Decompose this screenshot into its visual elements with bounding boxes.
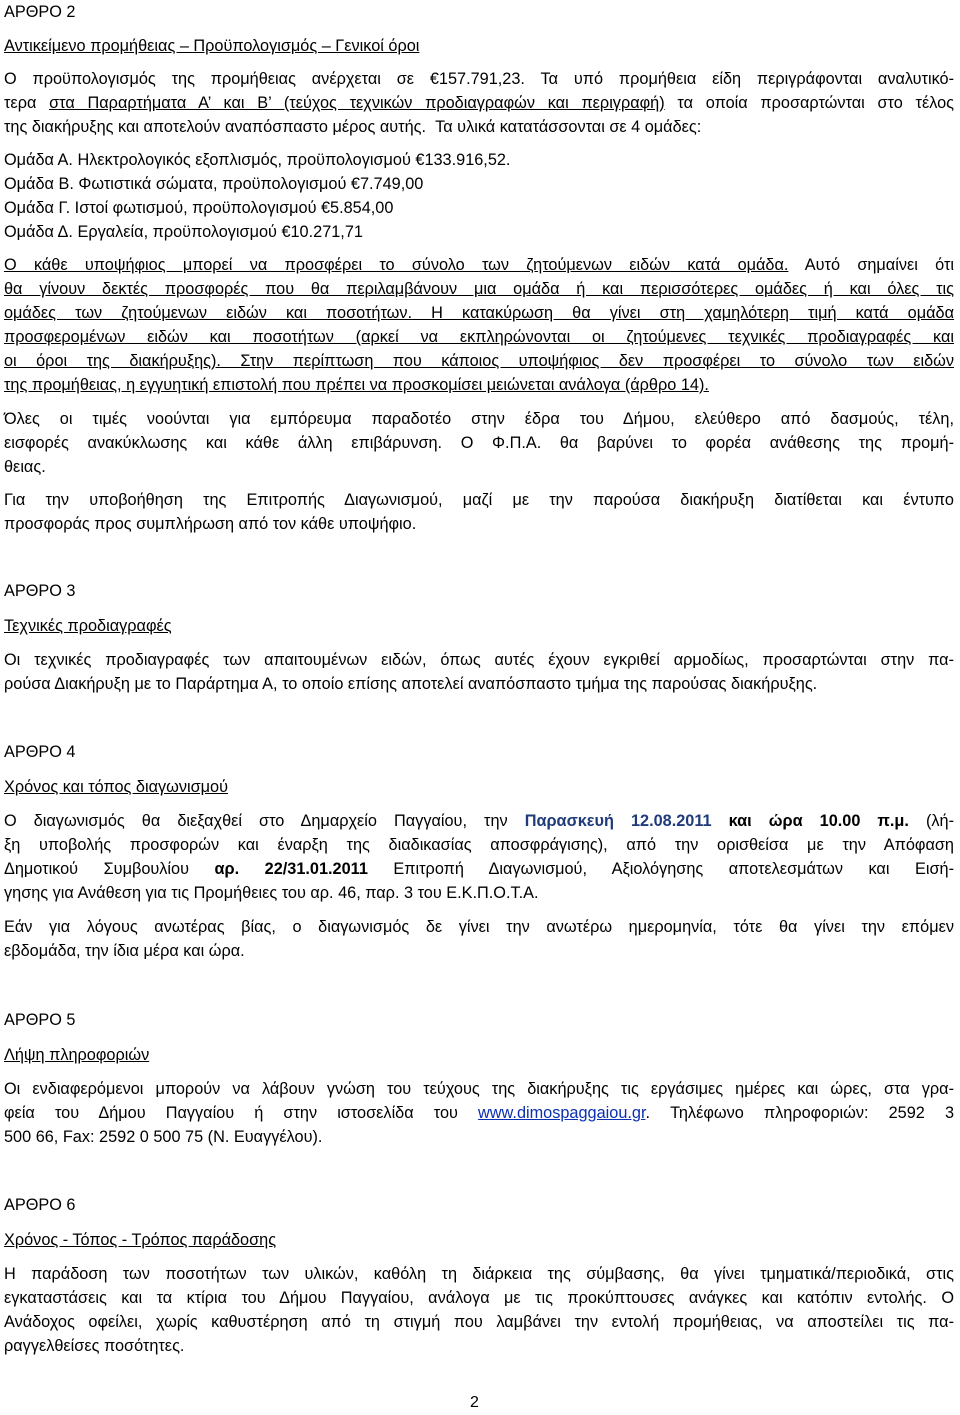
art2-p2-line4: προσφερομένων ειδών και ποσοτήτων (αρκεί να εκπληρώνονται οι ζητούμενες τεχνικές προδιαγραφές και xyxy=(4,328,954,346)
art4-p2-line1: Εάν για λόγους ανωτέρας βίας, ο διαγωνισμός δε γίνει την ανωτέρω ημερομηνία, τότε θα γίνει την επόμεν xyxy=(4,918,954,936)
article-2-title: Αντικείμενο προμήθειας – Προϋπολογισμός – Γενικοί όροι xyxy=(4,37,420,55)
article-6-heading: ΑΡΘΡΟ 6 xyxy=(4,1196,76,1214)
art6-p1-line4: ραγγελθείσες ποσότητες. xyxy=(4,1337,185,1355)
art2-p2-line5 xyxy=(4,352,954,372)
text-run: Η κατακύρωση θα γίνει στη χαμηλότερη τιμή κατά ομάδα xyxy=(412,304,955,322)
art5-p1-line3: 500 66, Fax: 2592 0 500 75 (Ν. Ευαγγέλου). xyxy=(4,1128,323,1146)
text-run: Ο κάθε υποψήφιος μπορεί να προσφέρει το σύνολο των ζητούμενων ειδών κατά ομάδα. xyxy=(4,256,789,274)
website-link[interactable]: www.dimospaggaiou.gr xyxy=(478,1104,646,1122)
contest-time: και ώρα 10.00 π.μ. xyxy=(711,812,909,830)
art4-p1-line3 xyxy=(4,860,954,880)
art3-p1-line1: Οι τεχνικές προδιαγραφές των απαιτουμένων ειδών, όπως αυτές έχουν εγκριθεί αρμοδίως, προσαρτώνται στην πα- xyxy=(4,651,954,669)
text-run: (λή- xyxy=(908,812,954,830)
text-run: Αυτό σημαίνει ότι xyxy=(788,256,954,274)
text-run: Δημοτικού Συμβουλίου xyxy=(4,860,215,878)
article-4-heading: ΑΡΘΡΟ 4 xyxy=(4,743,76,761)
article-4-title: Χρόνος και τόπος διαγωνισμού xyxy=(4,778,229,796)
article-5-title: Λήψη πληροφοριών xyxy=(4,1046,150,1064)
decision-number: αρ. 22/31.01.2011 xyxy=(214,860,368,878)
text-run: τα οποία προσαρτώνται στο τέλος xyxy=(664,94,955,112)
art5-p1-line1: Οι ενδιαφερόμενοι μπορούν να λάβουν γνώση του τεύχους της διακήρυξης τις εργάσιμες ημέρες και ώρες, στα γρα- xyxy=(4,1080,954,1098)
art2-p4-line2: προσφοράς προς συμπλήρωση από τον κάθε υποψήφιο. xyxy=(4,515,417,533)
art2-p3-line2: εισφορές ανακύκλωσης και κάθε άλλη επιβάρυνση. Ο Φ.Π.Α. θα βαρύνει το φορέα ανάθεσης της προμή- xyxy=(4,434,954,452)
art6-p1-line2: εγκαταστάσεις και τα κτίρια του Δήμου Παγγαίου, ανάλογα με τις προκύπτουσες ανάγκες και κατόπιν εντολής. Ο xyxy=(4,1289,954,1307)
art2-p3-line1: Όλες οι τιμές νοούνται για εμπόρευμα παραδοτέο στην έδρα του Δήμου, ελεύθερο από δασμούς, τέλη, xyxy=(4,410,954,428)
art2-p1-line3 xyxy=(4,118,701,138)
text-run: Τα υλικά κατατάσσονται σε 4 ομάδες: xyxy=(435,118,702,136)
group-b: Ομάδα Β. Φωτιστικά σώματα, προϋπολογισμού €7.749,00 xyxy=(4,175,424,193)
art2-p2-line2: θα γίνουν δεκτές προσφορές που θα περιλαμβάνουν μια ομάδα ή και περισσότερες ομάδες ή και όλες τις xyxy=(4,280,954,298)
text-run: οι όροι της διακήρυξης). xyxy=(4,352,221,370)
text-run: ομάδες των ζητούμενων ειδών και ποσοτήτων. xyxy=(4,304,413,322)
article-3-heading: ΑΡΘΡΟ 3 xyxy=(4,582,76,600)
group-c: Ομάδα Γ. Ιστοί φωτισμού, προϋπολογισμού €5.854,00 xyxy=(4,199,394,217)
art6-p1-line1: Η παράδοση των ποσοτήτων των υλικών, καθόλη τη διάρκεια της σύμβασης, θα γίνει τμηματικά/περιοδικά, στις xyxy=(4,1265,954,1283)
art2-p2-line3 xyxy=(4,304,954,324)
text-run: τερα xyxy=(4,94,50,112)
article-6-title: Χρόνος - Τόπος - Τρόπος παράδοσης xyxy=(4,1231,277,1249)
art2-p2-line1 xyxy=(4,256,954,276)
annex-reference: στα Παραρτήματα Α’ και Β’ (τεύχος τεχνικών προδιαγραφών και περιγραφή) xyxy=(49,94,665,112)
art2-p1-line1: Ο προϋπολογισμός της προμήθειας ανέρχεται σε €157.791,23. Τα υπό προμήθεια είδη περιγράφονται αναλυτικό- xyxy=(4,70,954,88)
text-run: Επιτροπή Διαγωνισμού, Αξιολόγησης αποτελεσμάτων και Εισή- xyxy=(367,860,954,878)
art4-p1-line1 xyxy=(4,812,954,832)
art2-p3-line3: θειας. xyxy=(4,458,46,476)
art3-p1-line2: ρούσα Διακήρυξη με το Παράρτημα Α, το οποίο επίσης αποτελεί αναπόσπαστο τμήμα της παρούσας διακήρυξης. xyxy=(4,675,818,693)
art2-p4-line1: Για την υποβοήθηση της Επιτροπής Διαγωνισμού, μαζί με την παρούσα διακήρυξη διατίθεται και έντυπο xyxy=(4,491,954,509)
text-run: Στην περίπτωση που κάποιος υποψήφιος δεν προσφέρει το σύνολο των ειδών xyxy=(220,352,954,370)
page-number: 2 xyxy=(470,1394,479,1411)
contest-date: Παρασκευή 12.08.2011 xyxy=(524,812,712,830)
art2-p1-line2 xyxy=(4,94,954,114)
art4-p1-line4: γησης για Ανάθεση για τις Προμήθειες του αρ. 46, παρ. 3 του Ε.Κ.Π.Ο.Τ.Α. xyxy=(4,884,539,902)
art6-p1-line3: Ανάδοχος οφείλει, χωρίς καθυστέρηση από τη στιγμή που λαμβάνει την εντολή προμήθειας, να αποστείλει τις πα- xyxy=(4,1313,954,1331)
text-run: . Τηλέφωνο πληροφοριών: 2592 3 xyxy=(645,1104,954,1122)
group-a: Ομάδα Α. Ηλεκτρολογικός εξοπλισμός, προϋπολογισμού €133.916,52. xyxy=(4,151,511,169)
art4-p2-line2: εβδομάδα, την ίδια μέρα και ώρα. xyxy=(4,942,245,960)
group-d: Ομάδα Δ. Εργαλεία, προϋπολογισμού €10.271,71 xyxy=(4,223,363,241)
art4-p1-line2: ξη υποβολής προσφορών και έναρξη της διαδικασίας αποσφράγισης), από την ορισθείσα με την Απόφαση xyxy=(4,836,954,854)
article-3-title: Τεχνικές προδιαγραφές xyxy=(4,617,172,635)
art2-p2-line6: της προμήθειας, η εγγυητική επιστολή που πρέπει να προσκομίσει μειώνεται ανάλογα (άρθρο 14). xyxy=(4,376,709,394)
article-5-heading: ΑΡΘΡΟ 5 xyxy=(4,1011,76,1029)
text-run: φεία του Δήμου Παγγαίου ή στην ιστοσελίδα του xyxy=(4,1104,479,1122)
text-run: Ο διαγωνισμός θα διεξαχθεί στο Δημαρχείο Παγγαίου, την xyxy=(4,812,525,830)
article-2-heading: ΑΡΘΡΟ 2 xyxy=(4,3,76,21)
art5-p1-line2 xyxy=(4,1104,954,1124)
text-run: της διακήρυξης και αποτελούν αναπόσπαστο μέρος αυτής. xyxy=(4,118,427,136)
